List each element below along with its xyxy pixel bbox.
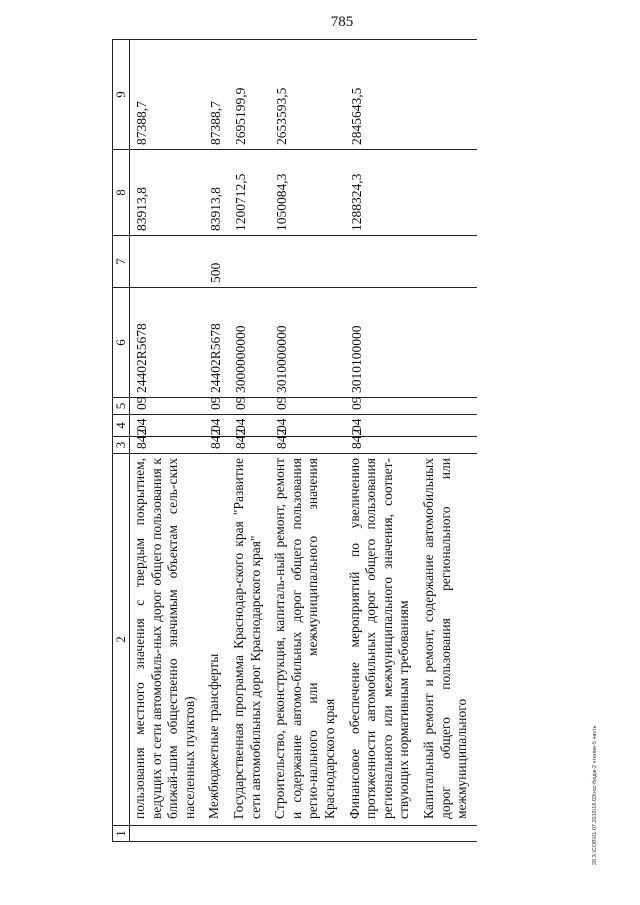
cell-code-5: 09 (204, 398, 229, 415)
header-col-9: 9 (113, 40, 130, 150)
cell-col-1 (229, 826, 270, 842)
cell-code-3: 842 (229, 437, 270, 454)
cell-code-7 (345, 236, 419, 288)
header-col-6: 6 (113, 288, 130, 398)
cell-code-4 (419, 415, 477, 437)
cell-name: Государственная программа Краснодар-ского края "Развитие сети автомобильных дорог Краснодарского края" (229, 454, 270, 826)
cell-code-3: 842 (130, 437, 205, 454)
cell-amount-9: 87388,7 (130, 40, 205, 150)
cell-code-5 (419, 398, 477, 415)
cell-name: Капитальный ремонт и ремонт, содержание автомобильных дорог общего пользования регионального или межмуниципального (419, 454, 477, 826)
cell-code-3 (419, 437, 477, 454)
cell-code-6: 24402R5678 (204, 288, 229, 398)
cell-code-3: 842 (204, 437, 229, 454)
cell-code-5: 09 (270, 398, 344, 415)
cell-code-6: 3010000000 (270, 288, 344, 398)
cell-amount-9: 2695199,9 (229, 40, 270, 150)
cell-code-4: 04 (130, 415, 205, 437)
cell-code-5: 09 (130, 398, 205, 415)
cell-code-5: 09 (229, 398, 270, 415)
cell-code-7 (419, 236, 477, 288)
budget-table-rotated (112, 40, 610, 842)
cell-col-1 (204, 826, 229, 842)
cell-code-7 (270, 236, 344, 288)
cell-amount-8: 1050084,3 (270, 150, 344, 236)
header-col-8: 8 (113, 150, 130, 236)
cell-code-6: 3010100000 (345, 288, 419, 398)
table-row (130, 40, 205, 842)
cell-code-6 (419, 288, 477, 398)
header-col-3: 3 (113, 437, 130, 454)
header-row (113, 40, 130, 842)
cell-code-4: 04 (345, 415, 419, 437)
table-row (345, 40, 419, 842)
cell-amount-8 (419, 150, 477, 236)
cell-amount-9: 87388,7 (204, 40, 229, 150)
footer-stamp: 20.3.\COB\01.07.2019\16:03\гос-бюдж-2 чтение-5 часть (592, 725, 598, 865)
header-col-7: 7 (113, 236, 130, 288)
cell-col-1 (345, 826, 419, 842)
cell-code-3: 842 (345, 437, 419, 454)
cell-name: Строительство, реконструкция, капиталь-ный ремонт, ремонт и содержание автомо-бильных дорог общего пользования регио-нального или межмуниципального значения Краснодарского края (270, 454, 344, 826)
header-col-2: 2 (113, 454, 130, 826)
cell-code-7 (229, 236, 270, 288)
cell-name: пользования местного значения с твердым покрытием, ведущих от сети автомобиль-ных дорог общего пользования к ближай-шим общественно значимым объектам сель-ских населенных пунктов) (130, 454, 205, 826)
cell-code-4: 04 (229, 415, 270, 437)
cell-code-3: 842 (270, 437, 344, 454)
cell-code-6: 3000000000 (229, 288, 270, 398)
table-row (204, 40, 229, 842)
cell-code-6: 24402R5678 (130, 288, 205, 398)
cell-code-5: 09 (345, 398, 419, 415)
cell-amount-9: 2845643,5 (345, 40, 419, 150)
cell-amount-9 (419, 40, 477, 150)
cell-code-7 (130, 236, 205, 288)
cell-amount-8: 83913,8 (130, 150, 205, 236)
budget-table (112, 39, 477, 842)
cell-col-1 (419, 826, 477, 842)
table-row (229, 40, 270, 842)
cell-code-7: 500 (204, 236, 229, 288)
cell-col-1 (270, 826, 344, 842)
cell-amount-8: 83913,8 (204, 150, 229, 236)
table-row (270, 40, 344, 842)
header-col-1: 1 (113, 826, 130, 842)
cell-code-4: 04 (270, 415, 344, 437)
cell-code-4: 04 (204, 415, 229, 437)
header-col-4: 4 (113, 415, 130, 437)
page-number: 785 (330, 14, 354, 30)
cell-amount-8: 1288324,3 (345, 150, 419, 236)
table-row (419, 40, 477, 842)
cell-name: Межбюджетные трансферты (204, 454, 229, 826)
cell-amount-9: 2653593,5 (270, 40, 344, 150)
header-col-5: 5 (113, 398, 130, 415)
cell-col-1 (130, 826, 205, 842)
cell-name: Финансовое обеспечение мероприятий по увеличению протяженности автомобильных дорог общего пользования регионального или межмуниципального значения, соответ-ствующих нормативным требованиям (345, 454, 419, 826)
cell-amount-8: 1200712,5 (229, 150, 270, 236)
